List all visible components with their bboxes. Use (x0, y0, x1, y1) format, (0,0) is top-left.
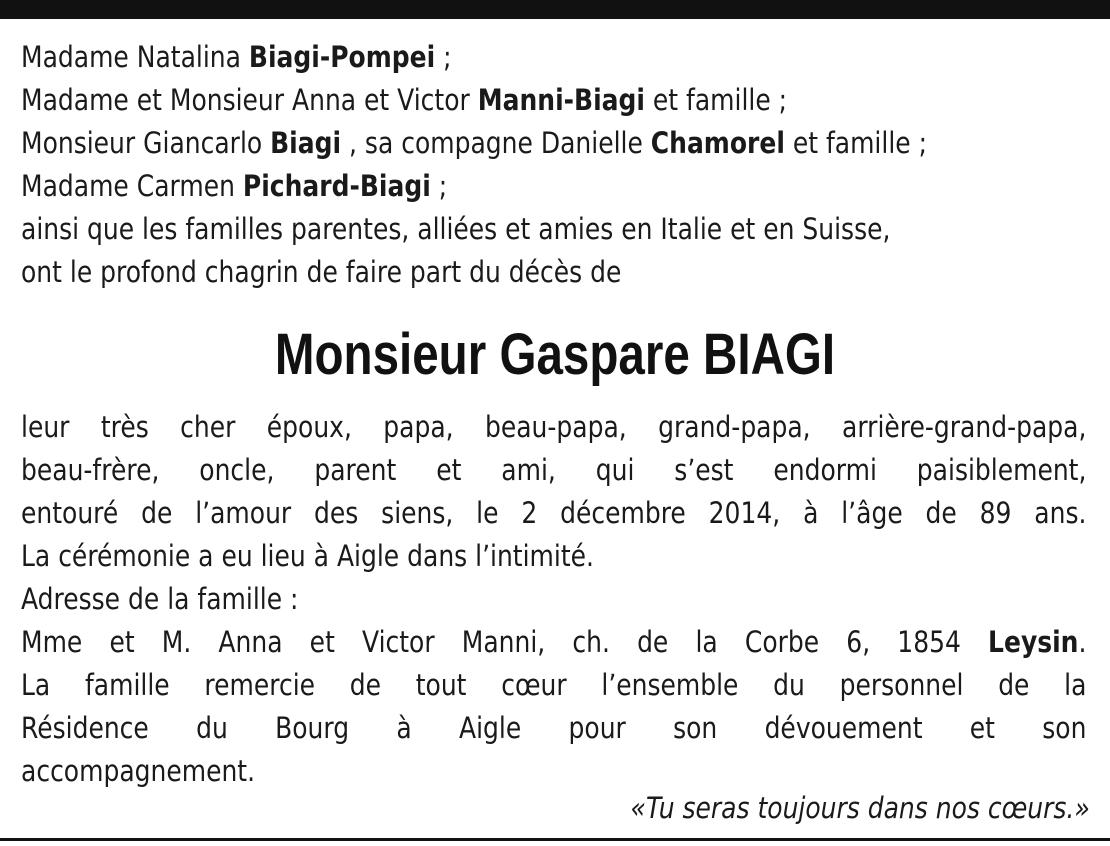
address-town: Leysin (988, 625, 1079, 659)
deceased-name: Monsieur Gaspare BIAGI (274, 322, 836, 387)
body-block (21, 406, 1086, 793)
thanks-line-1: La famille remercie de tout cœur l’ensemble du personnel de la (21, 668, 1087, 702)
family-line-text: Monsieur Giancarlo (21, 126, 271, 160)
family-line-text: , sa compagne Danielle (341, 126, 651, 160)
thanks-line-3: accompagnement. (21, 754, 256, 788)
address-text: Mme et M. Anna et Victor Manni, ch. de la Corbe 6, 1854 (21, 625, 989, 659)
intro-line-1: ainsi que les familles parentes, alliées et amies en Italie et en Suisse, (21, 212, 891, 246)
family-line-suffix: ; (435, 40, 452, 74)
family-line-2 (21, 79, 1086, 122)
thanks-line-2: Résidence du Bourg à Aigle pour son dévouement et son (21, 711, 1087, 745)
ceremony-line: La cérémonie a eu lieu à Aigle dans l’intimité. (21, 539, 594, 573)
address-suffix: . (1078, 625, 1087, 659)
address-label: Adresse de la famille : (21, 582, 299, 616)
family-line-suffix: et famille ; (644, 83, 788, 117)
body-line-2: beau-frère, oncle, parent et ami, qui s’est endormi paisiblement, (21, 453, 1087, 487)
family-line-text: Madame Natalina (21, 40, 249, 74)
family-line-4 (21, 165, 1086, 208)
family-surname: Pichard-Biagi (242, 169, 431, 203)
bottom-border-rule (0, 838, 1110, 841)
family-surname: Biagi (270, 126, 342, 160)
body-line-3: entouré de l’amour des siens, le 2 décembre 2014, à l’âge de 89 ans. (21, 496, 1087, 530)
family-line-text: Madame Carmen (21, 169, 243, 203)
family-line-3 (21, 122, 1086, 165)
intro-line-2: ont le profond chagrin de faire part du décès de (21, 255, 622, 289)
family-line-text: Madame et Monsieur Anna et Victor (21, 83, 478, 117)
family-line-suffix: et famille ; (784, 126, 928, 160)
family-block (21, 36, 1086, 294)
notice-content (21, 36, 1086, 294)
family-line-1 (21, 36, 1086, 79)
body-line-1: leur très cher époux, papa, beau-papa, grand-papa, arrière-grand-papa, (21, 410, 1087, 444)
family-line-suffix: ; (430, 169, 448, 203)
closing-quote: «Tu seras toujours dans nos cœurs.» (630, 791, 1090, 825)
family-surname: Biagi-Pompei (248, 40, 436, 74)
top-border-rule (0, 0, 1110, 19)
family-surname: Chamorel (650, 126, 785, 160)
family-surname: Manni-Biagi (477, 83, 645, 117)
address-line (21, 621, 1086, 664)
